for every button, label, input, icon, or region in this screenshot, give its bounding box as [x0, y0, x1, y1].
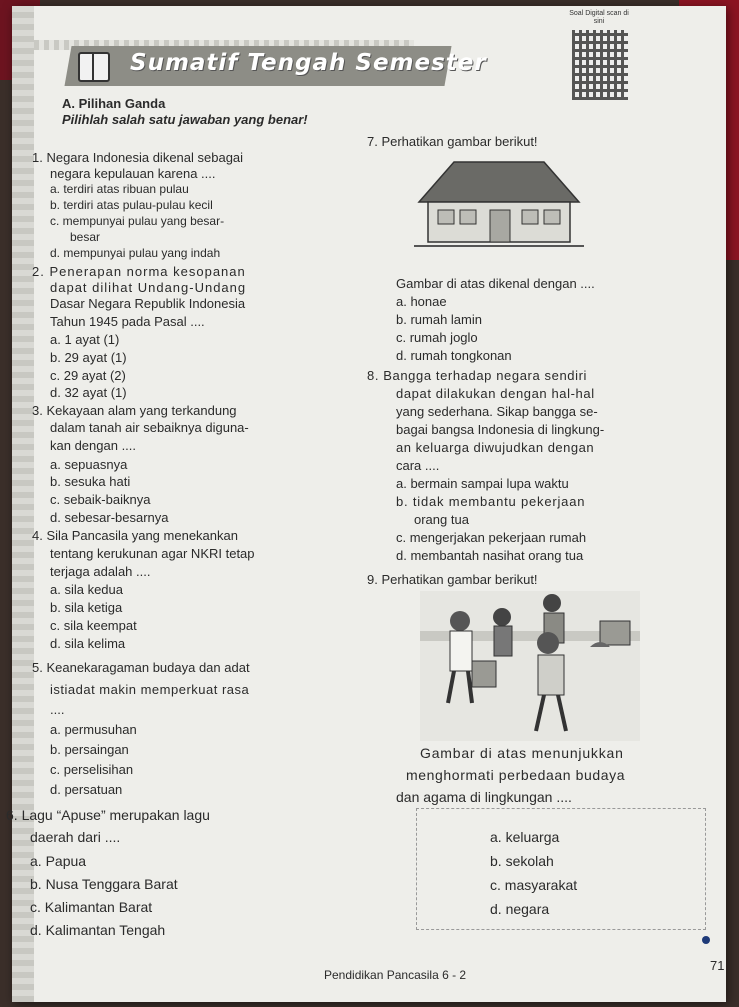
q3-option-d[interactable]: d. sebesar-besarnya [50, 510, 169, 525]
traditional-house-illustration [414, 154, 584, 254]
q1-stem: 1. Negara Indonesia dikenal sebagai [32, 150, 244, 165]
q3-stem-cont1: dalam tanah air sebaiknya diguna- [50, 420, 249, 435]
q5-stem: 5. Keanekaragaman budaya dan adat [32, 660, 250, 675]
q4-option-b[interactable]: b. sila ketiga [50, 600, 123, 615]
q9-caption: Gambar di atas menunjukkan [420, 745, 624, 761]
q3-option-c[interactable]: c. sebaik-baiknya [50, 492, 151, 507]
q2-option-c[interactable]: c. 29 ayat (2) [50, 368, 126, 383]
section-heading: A. Pilihan Ganda [62, 96, 166, 111]
q8-option-a[interactable]: a. bermain sampai lupa waktu [396, 476, 569, 491]
page-title: Sumatif Tengah Semester [130, 50, 487, 76]
q4-stem: 4. Sila Pancasila yang menekankan [32, 528, 238, 543]
q1-option-c[interactable]: c. mempunyai pulau yang besar- [50, 214, 225, 228]
q1-option-c-cont: besar [70, 230, 101, 244]
q8-option-d[interactable]: d. membantah nasihat orang tua [396, 548, 584, 563]
q1-option-a[interactable]: a. terdiri atas ribuan pulau [50, 182, 189, 196]
q9-option-b[interactable]: b. sekolah [490, 853, 554, 869]
q5-stem-cont2: .... [50, 702, 65, 717]
q8-stem-cont2: yang sederhana. Sikap bangga se- [396, 404, 598, 419]
q7-option-a[interactable]: a. honae [396, 294, 447, 309]
q5-stem-cont1: istiadat makin memperkuat rasa [50, 682, 250, 697]
q3-option-b[interactable]: b. sesuka hati [50, 474, 131, 489]
q2-stem-cont1: dapat dilihat Undang-Undang [50, 280, 247, 295]
q7-option-c[interactable]: c. rumah joglo [396, 330, 478, 345]
q3-stem: 3. Kekayaan alam yang terkandung [32, 403, 237, 418]
q2-stem-cont2: Dasar Negara Republik Indonesia [50, 296, 246, 311]
q9-answer-box [416, 808, 706, 930]
q2-stem: 2. Penerapan norma kesopanan [32, 264, 246, 279]
worksheet-page [6, 6, 726, 1002]
q3-stem-cont2: kan dengan .... [50, 438, 137, 453]
q6-stem-cont: daerah dari .... [30, 829, 121, 845]
q8-stem-cont1: dapat dilakukan dengan hal-hal [396, 386, 595, 401]
book-icon [78, 52, 110, 82]
q6-option-b[interactable]: b. Nusa Tenggara Barat [30, 876, 178, 892]
q7-caption: Gambar di atas dikenal dengan .... [396, 276, 595, 291]
q2-stem-cont3: Tahun 1945 pada Pasal .... [50, 314, 205, 329]
q8-option-b[interactable]: b. tidak membantu pekerjaan [396, 494, 586, 509]
q8-option-c[interactable]: c. mengerjakan pekerjaan rumah [396, 530, 587, 545]
q5-option-d[interactable]: d. persatuan [50, 782, 123, 797]
q2-option-d[interactable]: d. 32 ayat (1) [50, 385, 127, 400]
q9-stem: 9. Perhatikan gambar berikut! [367, 572, 538, 587]
q8-option-b-cont: orang tua [414, 512, 469, 527]
decorative-dot [702, 936, 710, 944]
q4-option-c[interactable]: c. sila keempat [50, 618, 137, 633]
q7-option-b[interactable]: b. rumah lamin [396, 312, 482, 327]
q7-stem: 7. Perhatikan gambar berikut! [367, 134, 538, 149]
qr-label: Soal Digital scan di sini [569, 10, 629, 25]
q5-option-b[interactable]: b. persaingan [50, 742, 129, 757]
qr-code-icon [572, 30, 628, 100]
q9-option-d[interactable]: d. negara [490, 901, 550, 917]
q9-caption-cont1: menghormati perbedaan budaya [406, 767, 626, 783]
q4-option-d[interactable]: d. sila kelima [50, 636, 126, 651]
q1-stem-cont: negara kepulauan karena .... [50, 166, 216, 181]
q6-option-a[interactable]: a. Papua [30, 853, 87, 869]
q5-option-c[interactable]: c. perselisihan [50, 762, 134, 777]
q8-stem-cont4: an keluarga diwujudkan dengan [396, 440, 595, 455]
q6-option-d[interactable]: d. Kalimantan Tengah [30, 922, 166, 938]
q2-option-b[interactable]: b. 29 ayat (1) [50, 350, 127, 365]
q4-stem-cont2: terjaga adalah .... [50, 564, 151, 579]
q4-option-a[interactable]: a. sila kedua [50, 582, 123, 597]
q6-option-c[interactable]: c. Kalimantan Barat [30, 899, 153, 915]
q2-option-a[interactable]: a. 1 ayat (1) [50, 332, 120, 347]
footer-text: Pendidikan Pancasila 6 - 2 [324, 968, 467, 982]
q9-caption-cont2: dan agama di lingkungan .... [396, 789, 572, 805]
q8-stem-cont5: cara .... [396, 458, 440, 473]
q4-stem-cont1: tentang kerukunan agar NKRI tetap [50, 546, 255, 561]
q7-option-d[interactable]: d. rumah tongkonan [396, 348, 512, 363]
q8-stem: 8. Bangga terhadap negara sendiri [367, 368, 588, 383]
q3-option-a[interactable]: a. sepuasnya [50, 457, 128, 472]
q1-option-d[interactable]: d. mempunyai pulau yang indah [50, 246, 221, 260]
q9-option-c[interactable]: c. masyarakat [490, 877, 578, 893]
q8-stem-cont3: bagai bangsa Indonesia di lingkung- [396, 422, 605, 437]
q9-option-a[interactable]: a. keluarga [490, 829, 560, 845]
q1-option-b[interactable]: b. terdiri atas pulau-pulau kecil [50, 198, 213, 212]
section-instruction: Pilihlah salah satu jawaban yang benar! [62, 112, 308, 127]
children-cleaning-illustration [420, 591, 640, 741]
q6-stem: 6. Lagu “Apuse” merupakan lagu [6, 807, 210, 823]
q5-option-a[interactable]: a. permusuhan [50, 722, 137, 737]
page-number: 71 [710, 958, 725, 973]
